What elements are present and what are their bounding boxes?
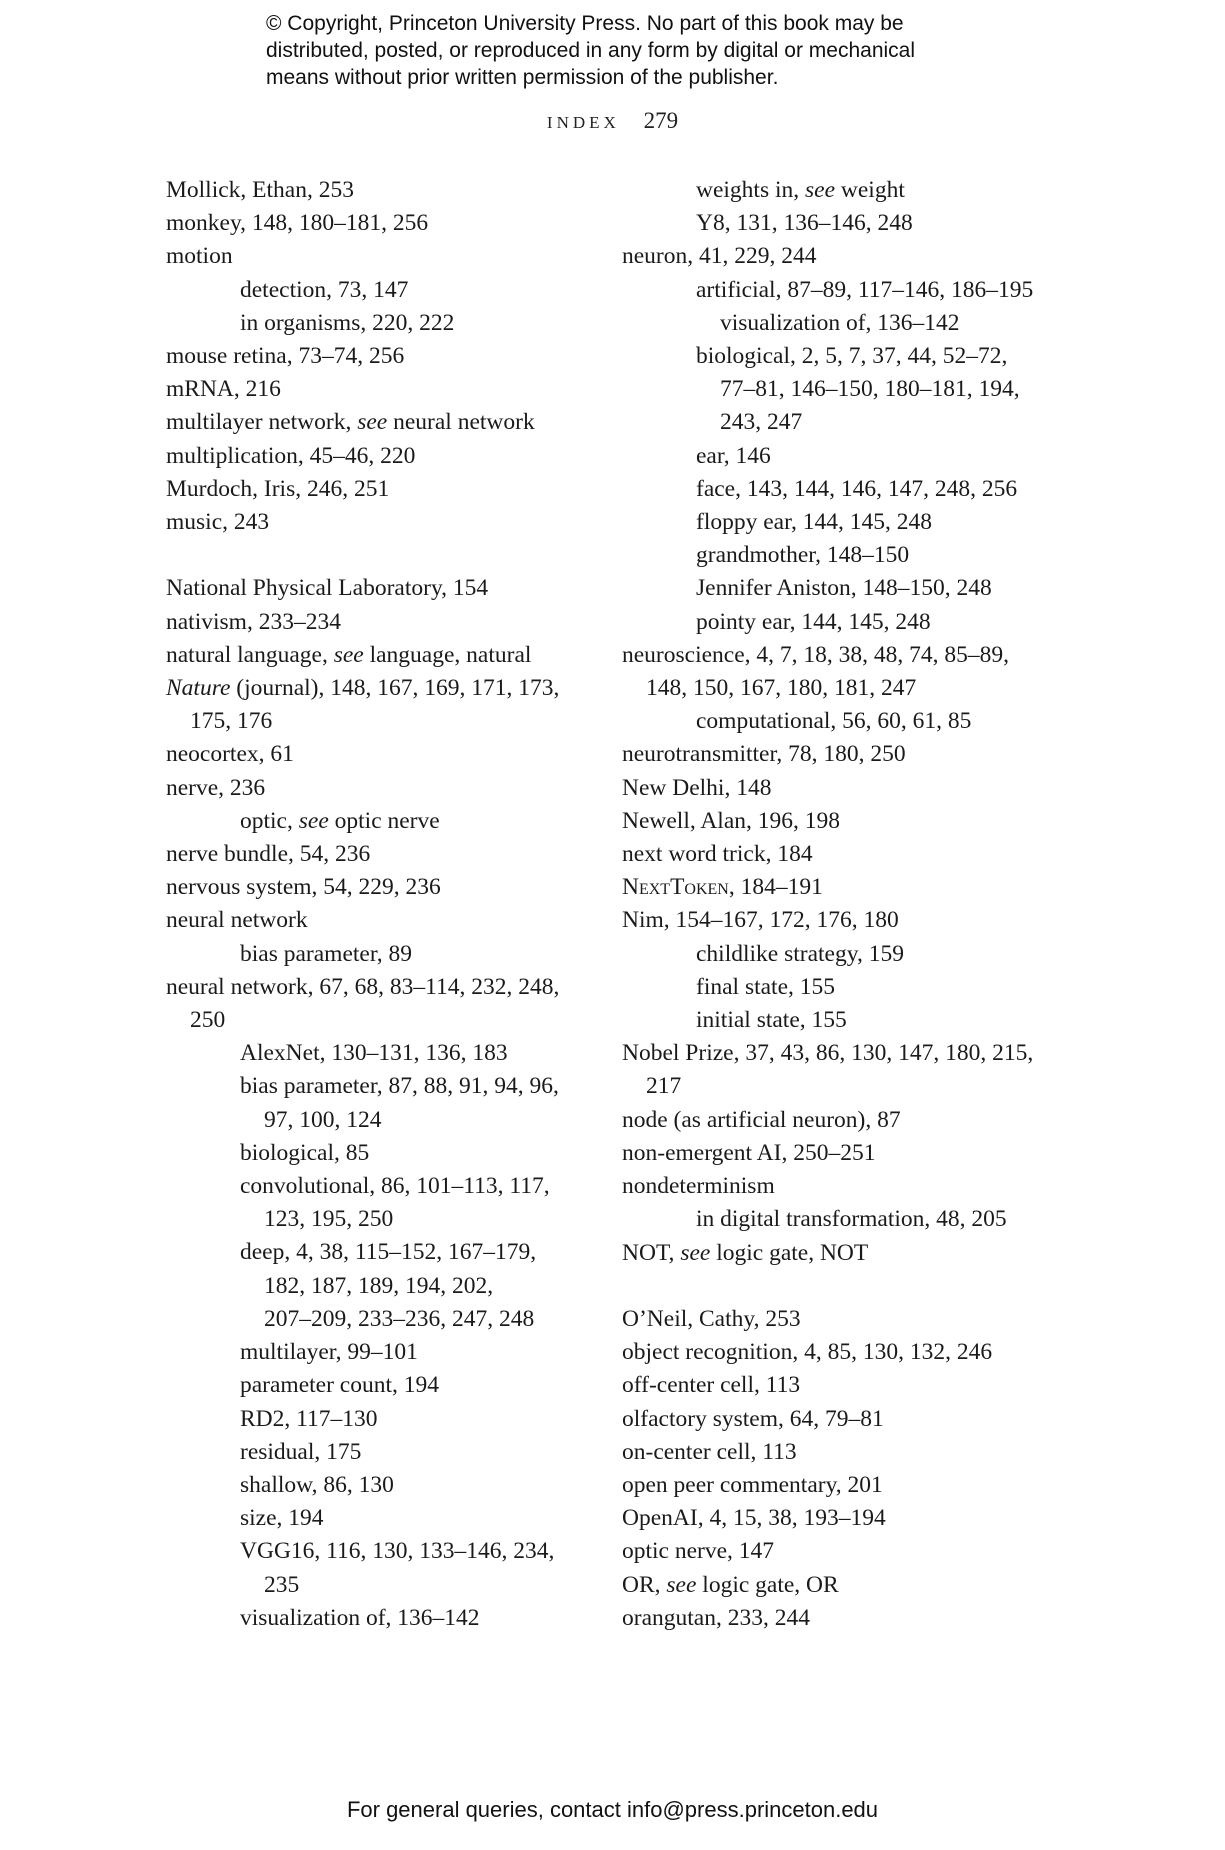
index-subentry-continued: 123, 195, 250 bbox=[264, 1206, 394, 1233]
index-entry: olfactory system, 64, 79–81 bbox=[622, 1405, 884, 1432]
index-entry: mouse retina, 73–74, 256 bbox=[166, 343, 405, 370]
index-entry: mRNA, 216 bbox=[166, 376, 281, 403]
index-subentry: AlexNet, 130–131, 136, 183 bbox=[240, 1040, 508, 1067]
index-entry: New Delhi, 148 bbox=[622, 774, 772, 801]
index-entry: nervous system, 54, 229, 236 bbox=[166, 874, 441, 901]
index-subentry: visualization of, 136–142 bbox=[240, 1604, 480, 1631]
index-entry: Murdoch, Iris, 246, 251 bbox=[166, 475, 390, 502]
index-subentry: shallow, 86, 130 bbox=[240, 1471, 394, 1498]
index-subentry-continued: 207–209, 233–236, 247, 248 bbox=[264, 1305, 535, 1332]
index-column-right bbox=[622, 174, 1062, 1635]
index-subentry-continued: 77–81, 146–150, 180–181, 194, bbox=[720, 376, 1020, 403]
running-head bbox=[0, 108, 1225, 134]
index-entry: Mollick, Ethan, 253 bbox=[166, 177, 354, 203]
index-entry: multiplication, 45–46, 220 bbox=[166, 442, 416, 469]
section-gap bbox=[166, 539, 586, 572]
index-subentry: detection, 73, 147 bbox=[240, 276, 409, 303]
index-entry: nerve bundle, 54, 236 bbox=[166, 841, 371, 868]
index-entry-continued: 148, 150, 167, 180, 181, 247 bbox=[646, 675, 917, 702]
copyright-line: means without prior written permission of the publisher. bbox=[266, 66, 779, 89]
index-subentry: computational, 56, 60, 61, 85 bbox=[696, 708, 972, 735]
index-subentry: in organisms, 220, 222 bbox=[240, 309, 455, 336]
index-subentry: weights in, see weight bbox=[696, 177, 905, 203]
index-entry: Newell, Alan, 196, 198 bbox=[622, 807, 840, 834]
index-subentry: grandmother, 148–150 bbox=[696, 542, 910, 569]
index-subentry: convolutional, 86, 101–113, 117, bbox=[240, 1173, 550, 1200]
index-entry-continued: 250 bbox=[190, 1007, 226, 1034]
index-entry: Nim, 154–167, 172, 176, 180 bbox=[622, 907, 899, 934]
copyright-line: © Copyright, Princeton University Press. No part of this book may be bbox=[266, 12, 904, 35]
index-entry-continued: 217 bbox=[646, 1073, 682, 1100]
index-entry: neural network, 67, 68, 83–114, 232, 248, bbox=[166, 973, 560, 1000]
index-entry: National Physical Laboratory, 154 bbox=[166, 575, 489, 602]
index-subentry: bias parameter, 89 bbox=[240, 940, 412, 967]
index-entry: music, 243 bbox=[166, 509, 270, 536]
copyright-line: distributed, posted, or reproduced in any form by digital or mechanical bbox=[266, 39, 916, 62]
index-entry-continued: 175, 176 bbox=[190, 708, 273, 735]
section-gap bbox=[622, 1270, 1062, 1303]
index-entry: multilayer network, see neural network bbox=[166, 409, 535, 436]
index-entry: nativism, 233–234 bbox=[166, 608, 341, 635]
index-subentry: residual, 175 bbox=[240, 1438, 362, 1465]
index-entry: off-center cell, 113 bbox=[622, 1372, 801, 1399]
index-entry: motion bbox=[166, 243, 233, 270]
index-subentry: parameter count, 194 bbox=[240, 1372, 440, 1399]
index-subentry: RD2, 117–130 bbox=[240, 1405, 378, 1432]
index-entry: OpenAI, 4, 15, 38, 193–194 bbox=[622, 1505, 886, 1532]
index-subentry: initial state, 155 bbox=[696, 1007, 847, 1034]
index-entry: OR, see logic gate, OR bbox=[622, 1571, 839, 1598]
index-entry: neocortex, 61 bbox=[166, 741, 294, 768]
index-subentry: floppy ear, 144, 145, 248 bbox=[696, 509, 932, 536]
index-entry: NOT, see logic gate, NOT bbox=[622, 1239, 869, 1266]
index-entry: Nobel Prize, 37, 43, 86, 130, 147, 180, 215, bbox=[622, 1040, 1034, 1067]
index-entry: on-center cell, 113 bbox=[622, 1438, 797, 1465]
footer-contact: For general queries, contact info@press.princeton.edu bbox=[346, 1797, 879, 1822]
index-entry: neuron, 41, 229, 244 bbox=[622, 243, 817, 270]
index-entry: nondeterminism bbox=[622, 1173, 775, 1200]
index-subentry-continued: 235 bbox=[264, 1571, 300, 1598]
index-subentry: Jennifer Aniston, 148–150, 248 bbox=[696, 575, 992, 602]
index-entry: orangutan, 233, 244 bbox=[622, 1604, 810, 1631]
index-entry: natural language, see language, natural bbox=[166, 641, 532, 668]
index-subentry: size, 194 bbox=[240, 1505, 324, 1532]
index-subentry-continued: 243, 247 bbox=[720, 409, 803, 436]
index-entry: node (as artificial neuron), 87 bbox=[622, 1106, 901, 1133]
index-entry: object recognition, 4, 85, 130, 132, 246 bbox=[622, 1339, 993, 1366]
page-number: 279 bbox=[643, 108, 679, 133]
index-entry: nerve, 236 bbox=[166, 774, 266, 801]
index-entry: neurotransmitter, 78, 180, 250 bbox=[622, 741, 906, 768]
index-subentry: pointy ear, 144, 145, 248 bbox=[696, 608, 931, 635]
index-subentry: biological, 2, 5, 7, 37, 44, 52–72, bbox=[696, 343, 1008, 370]
index-subentry: bias parameter, 87, 88, 91, 94, 96, bbox=[240, 1073, 559, 1100]
index-entry: neural network bbox=[166, 907, 308, 934]
index-subentry: Y8, 131, 136–146, 248 bbox=[696, 210, 913, 237]
index-subentry: face, 143, 144, 146, 147, 248, 256 bbox=[696, 475, 1018, 502]
index-entry: neuroscience, 4, 7, 18, 38, 48, 74, 85–89, bbox=[622, 641, 1010, 668]
index-entry: Nature (journal), 148, 167, 169, 171, 173, bbox=[166, 675, 560, 702]
index-subentry: in digital transformation, 48, 205 bbox=[696, 1206, 1007, 1233]
index-entry: open peer commentary, 201 bbox=[622, 1471, 883, 1498]
index-subentry: deep, 4, 38, 115–152, 167–179, bbox=[240, 1239, 537, 1266]
index-subentry-continued: visualization of, 136–142 bbox=[720, 309, 960, 336]
index-entry: NextToken, 184–191 bbox=[622, 874, 823, 901]
index-subentry: VGG16, 116, 130, 133–146, 234, bbox=[240, 1538, 555, 1565]
index-entry: optic nerve, 147 bbox=[622, 1538, 775, 1565]
index-subentry: childlike strategy, 159 bbox=[696, 940, 904, 967]
index-subentry: optic, see optic nerve bbox=[240, 807, 440, 834]
index-column-left bbox=[166, 174, 586, 1635]
index-subentry-continued: 97, 100, 124 bbox=[264, 1106, 382, 1133]
index-entry: next word trick, 184 bbox=[622, 841, 813, 868]
index-subentry: final state, 155 bbox=[696, 973, 836, 1000]
index-entry: monkey, 148, 180–181, 256 bbox=[166, 210, 429, 237]
copyright-notice bbox=[266, 10, 1026, 91]
index-entry: non-emergent AI, 250–251 bbox=[622, 1139, 876, 1166]
index-subentry: artificial, 87–89, 117–146, 186–195 bbox=[696, 276, 1034, 303]
index-subentry: ear, 146 bbox=[696, 442, 771, 469]
running-head-label: INDEX bbox=[546, 113, 620, 132]
index-subentry-continued: 182, 187, 189, 194, 202, bbox=[264, 1272, 494, 1299]
index-entry: O’Neil, Cathy, 253 bbox=[622, 1305, 801, 1332]
index-subentry: multilayer, 99–101 bbox=[240, 1339, 418, 1366]
index-subentry: biological, 85 bbox=[240, 1139, 370, 1166]
